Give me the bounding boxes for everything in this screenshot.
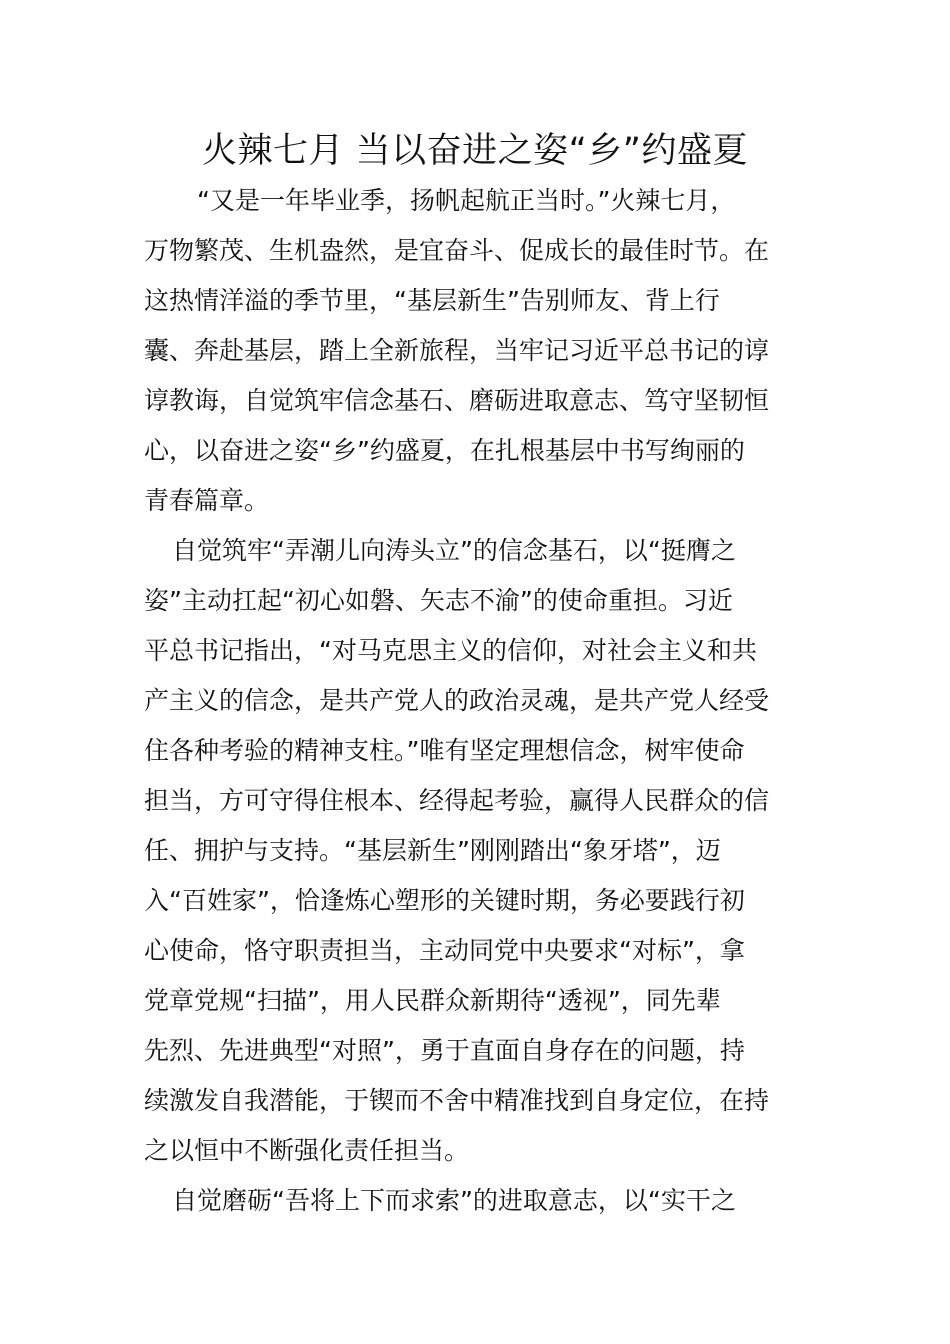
- paragraph-line: 姿”主动扛起“初心如磐、矢志不渝”的使命重担。习近: [144, 586, 733, 615]
- paragraph-line: 平总书记指出，“对马克思主义的信仰，对社会主义和共: [144, 636, 757, 665]
- paragraph-line: 续激发自我潜能，于锲而不舍中精准找到自身定位，在持: [144, 1086, 770, 1115]
- paragraph-line: 之以恒中不断强化责任担当。: [144, 1136, 470, 1165]
- paragraph-line: 担当，方可守得住根本、经得起考验，赢得人民群众的信: [144, 786, 770, 815]
- paragraph-line: 自觉筑牢“弄潮儿向涛头立”的信念基石，以“挺膺之: [172, 536, 736, 565]
- paragraph-line: 自觉磨砺“吾将上下而求索”的进取意志，以“实干之: [172, 1186, 736, 1215]
- paragraph-line: 先烈、先进典型“对照”，勇于直面自身存在的问题，持: [144, 1036, 745, 1065]
- paragraph-line: 万物繁茂、生机盎然，是宜奋斗、促成长的最佳时节。在: [144, 236, 770, 265]
- paragraph-line: “又是一年毕业季，扬帆起航正当时。”火辣七月，: [172, 186, 736, 215]
- paragraph-line: 青春篇章。: [144, 486, 270, 515]
- paragraph-line: 心，以奋进之姿“乡”约盛夏，在扎根基层中书写绚丽的: [144, 436, 745, 465]
- document-title: 火辣七月 当以奋进之姿“乡”约盛夏: [202, 131, 748, 171]
- paragraph-line: 这热情洋溢的季节里，“基层新生”告别师友、背上行: [144, 286, 720, 315]
- paragraph-line: 住各种考验的精神支柱。”唯有坚定理想信念，树牢使命: [144, 736, 745, 765]
- paragraph-line: 谆教诲，自觉筑牢信念基石、磨砺进取意志、笃守坚韧恒: [144, 386, 770, 415]
- paragraph-line: 党章党规“扫描”，用人民群众新期待“透视”，同先辈: [144, 986, 721, 1015]
- paragraph-line: 产主义的信念，是共产党人的政治灵魂，是共产党人经受: [144, 686, 770, 715]
- paragraph-line: 心使命，恪守职责担当，主动同党中央要求“对标”，拿: [144, 936, 745, 965]
- paragraph-line: 入“百姓家”，恰逢炼心塑形的关键时期，务必要践行初: [144, 886, 745, 915]
- paragraph-line: 任、拥护与支持。“基层新生”刚刚踏出“象牙塔”，迈: [144, 836, 721, 865]
- paragraph-line: 囊、奔赴基层，踏上全新旅程，当牢记习近平总书记的谆: [144, 336, 770, 365]
